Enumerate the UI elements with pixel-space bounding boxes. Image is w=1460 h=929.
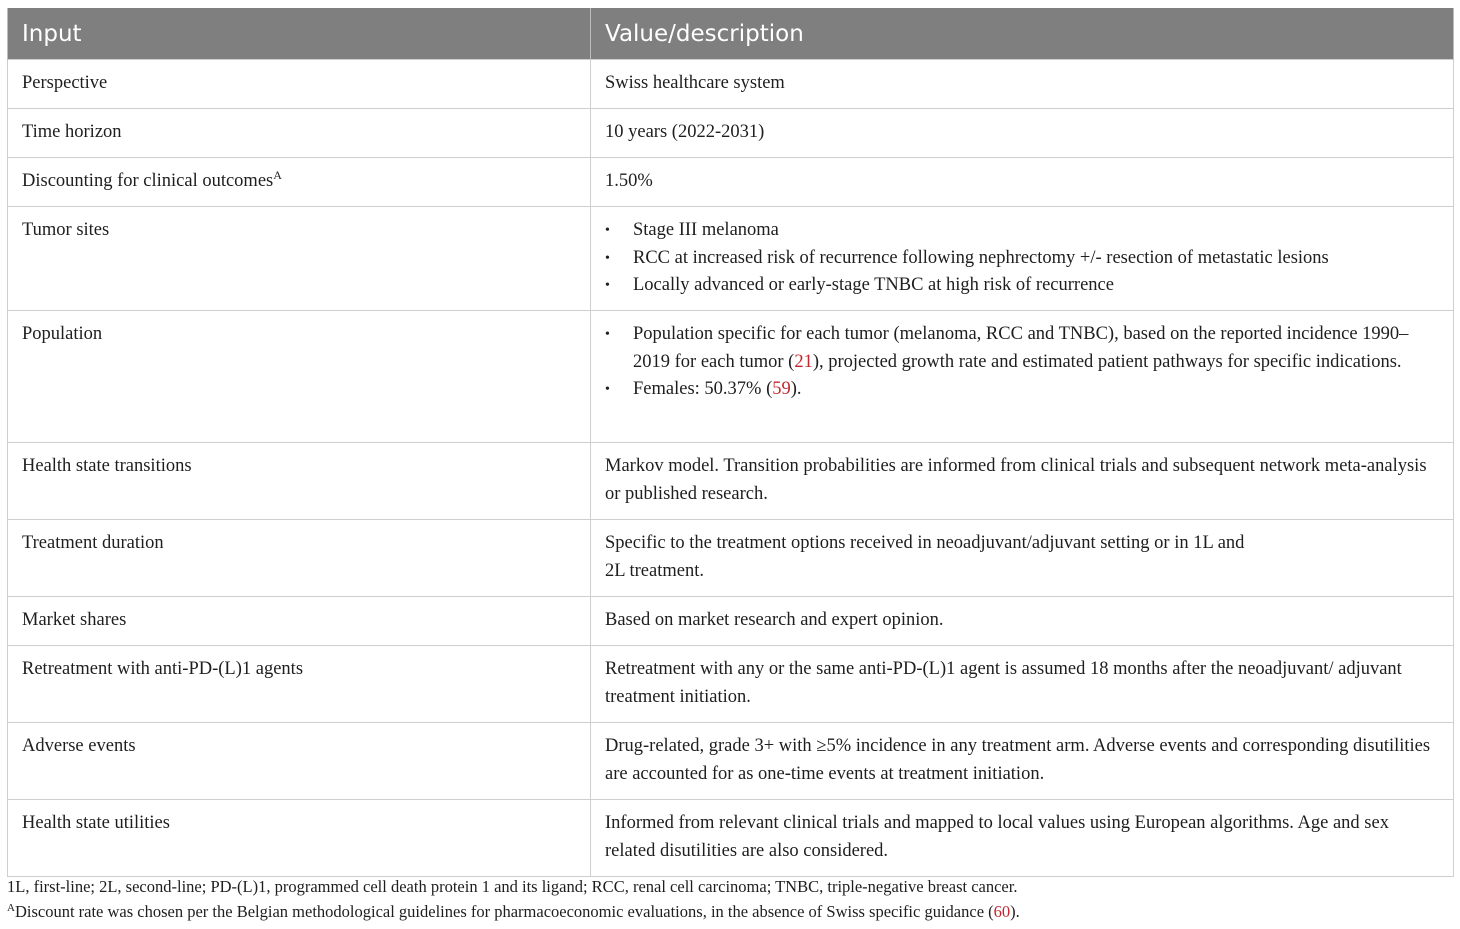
footnote-marker: A (7, 902, 15, 914)
reference-link[interactable]: 21 (794, 351, 813, 372)
row-value: Swiss healthcare system (591, 60, 1454, 109)
bullet-list (605, 321, 1439, 404)
row-value (591, 207, 1454, 311)
row-input: Treatment duration (8, 520, 591, 597)
list-item: • RCC at increased risk of recurrence following nephrectomy +/- resection of metastatic lesions (633, 245, 1439, 273)
table-row (8, 443, 1454, 520)
header-input: Input (8, 8, 591, 60)
header-value-description: Value/description (591, 8, 1454, 60)
row-input (8, 158, 591, 207)
table-row (8, 520, 1454, 597)
row-input: Tumor sites (8, 207, 591, 311)
footnote-text: ). (1010, 902, 1020, 921)
row-value (591, 311, 1454, 443)
row-value: Informed from relevant clinical trials and mapped to local values using European algorithms. Age and sex related disutilities are also considered. (591, 800, 1454, 877)
row-input: Time horizon (8, 109, 591, 158)
list-item: • Stage III melanoma (633, 217, 1439, 245)
row-input: Health state transitions (8, 443, 591, 520)
reference-link[interactable]: 60 (993, 902, 1011, 921)
list-item-text: Females: 50.37% ( (633, 379, 773, 399)
table-row (8, 723, 1454, 800)
footnote-marker: A (273, 168, 282, 182)
row-input-text: Discounting for clinical outcomes (22, 171, 274, 191)
list-item-text: ). (790, 379, 802, 399)
list-item-text: ), projected growth rate and estimated patient pathways for specific indications. (812, 351, 1402, 372)
table-header-row (8, 8, 1454, 60)
row-value: 1.50% (591, 158, 1454, 207)
row-input: Retreatment with anti-PD-(L)1 agents (8, 646, 591, 723)
footnote-text: Discount rate was chosen per the Belgian methodological guidelines for pharmacoeconomic evaluations, in the absence of Swiss specific guidance ( (14, 902, 994, 921)
row-input: Perspective (8, 60, 591, 109)
abbreviations-note: 1L, first-line; 2L, second-line; PD-(L)1, programmed cell death protein 1 and its ligand; RCC, renal cell carcinoma; TNBC, triple-negative breast cancer. (7, 877, 1018, 896)
list-item (633, 376, 1439, 404)
row-value: Based on market research and expert opinion. (591, 597, 1454, 646)
list-item: • Locally advanced or early-stage TNBC at high risk of recurrence (633, 272, 1439, 300)
table-row (8, 158, 1454, 207)
bullet-list (605, 217, 1439, 300)
row-value: Drug-related, grade 3+ with ≥5% incidence in any treatment arm. Adverse events and corresponding disutilities are accounted for as one-time events at treatment initiation. (591, 723, 1454, 800)
row-value: Retreatment with any or the same anti-PD-(L)1 agent is assumed 18 months after the neoadjuvant/ adjuvant treatment initiation. (591, 646, 1454, 723)
row-value (591, 520, 1454, 597)
table-row (8, 311, 1454, 443)
table-footnotes (7, 874, 1453, 924)
row-input: Adverse events (8, 723, 591, 800)
table-row (8, 597, 1454, 646)
row-input: Population (8, 311, 591, 443)
row-value-line: 2L treatment. (605, 560, 704, 581)
table-row (8, 207, 1454, 311)
table-row (8, 109, 1454, 158)
row-value: Markov model. Transition probabilities are informed from clinical trials and subsequent network meta-analysis or published research. (591, 443, 1454, 520)
table-row (8, 646, 1454, 723)
table-row (8, 800, 1454, 877)
table-container (7, 8, 1453, 877)
discount-footnote (7, 899, 1453, 924)
model-inputs-table (7, 8, 1454, 877)
row-input: Health state utilities (8, 800, 591, 877)
row-input: Market shares (8, 597, 591, 646)
table-row (8, 60, 1454, 109)
row-value: 10 years (2022-2031) (591, 109, 1454, 158)
reference-link[interactable]: 59 (772, 379, 791, 399)
list-item (633, 321, 1439, 376)
list-item-text: Population specific for each tumor (melanoma, RCC and TNBC), based on the reported incidence 1990–2019 for each tumor ( (633, 324, 1409, 372)
row-value-line: Specific to the treatment options received in neoadjuvant/adjuvant setting or in 1L and (605, 533, 1245, 553)
